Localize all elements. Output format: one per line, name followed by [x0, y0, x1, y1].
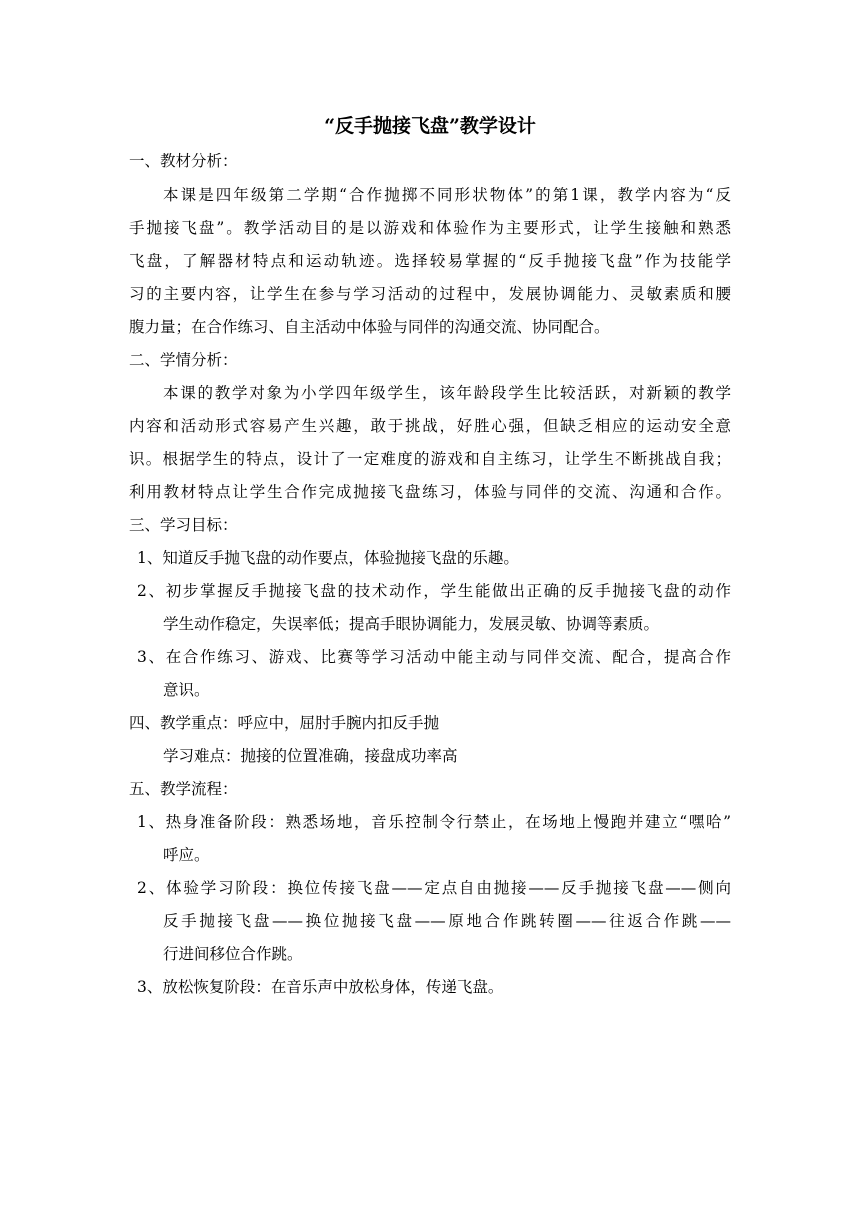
- list-item-continuation: 意识。: [163, 681, 210, 699]
- list-item: 1、知道反手抛飞盘的动作要点，体验抛接飞盘的乐趣。: [137, 549, 519, 567]
- paragraph-line: 本课的教学对象为小学四年级学生，该年龄段学生比较活跃，对新颖的教学: [163, 384, 731, 402]
- section-heading-materials: 一、教材分析：: [129, 152, 238, 170]
- list-item-continuation: 行进间移位合作跳。: [163, 945, 303, 963]
- section-heading-students: 二、学情分析：: [129, 351, 238, 369]
- list-item-continuation: 学生动作稳定，失误率低；提高手眼协调能力，发展灵敏、协调等素质。: [163, 615, 660, 633]
- section-heading-process: 五、教学流程：: [129, 780, 238, 798]
- list-item: 2、体验学习阶段：换位传接飞盘——定点自由抛接——反手抛接飞盘——侧向: [137, 879, 731, 897]
- list-item: 3、在合作练习、游戏、比赛等学习活动中能主动与同伴交流、配合，提高合作: [137, 648, 731, 666]
- paragraph-line: 手抛接飞盘”。教学活动目的是以游戏和体验作为主要形式，让学生接触和熟悉: [129, 219, 731, 237]
- paragraph-line: 利用教材特点让学生合作完成抛接飞盘练习，体验与同伴的交流、沟通和合作。: [129, 483, 731, 501]
- section-heading-objectives: 三、学习目标：: [129, 516, 238, 534]
- paragraph-line: 飞盘，了解器材特点和运动轨迹。选择较易掌握的“反手抛接飞盘”作为技能学: [129, 252, 731, 270]
- list-item: 1、热身准备阶段：熟悉场地，音乐控制令行禁止，在场地上慢跑并建立“嘿哈”: [137, 813, 731, 831]
- list-item-continuation: 呼应。: [163, 846, 210, 864]
- list-item-continuation: 反手抛接飞盘——换位抛接飞盘——原地合作跳转圈——往返合作跳——: [163, 912, 731, 930]
- paragraph-line: 本课是四年级第二学期“合作抛掷不同形状物体”的第1课，教学内容为“反: [163, 186, 731, 204]
- list-item: 3、放松恢复阶段：在音乐声中放松身体，传递飞盘。: [137, 978, 504, 996]
- paragraph-line: 内容和活动形式容易产生兴趣，敢于挑战，好胜心强，但缺乏相应的运动安全意: [129, 417, 731, 435]
- section-heading-key-points: 四、教学重点：呼应中，屈肘手腕内扣反手抛: [129, 714, 440, 732]
- paragraph-line: 腹力量；在合作练习、自主活动中体验与同伴的沟通交流、协同配合。: [129, 318, 610, 336]
- paragraph-line: 习的主要内容，让学生在参与学习活动的过程中，发展协调能力、灵敏素质和腰: [129, 285, 731, 303]
- list-item: 2、初步掌握反手抛接飞盘的技术动作，学生能做出正确的反手抛接飞盘的动作: [137, 582, 731, 600]
- document-title: “反手抛接飞盘”教学设计: [324, 115, 536, 137]
- difficulty-line: 学习难点：抛接的位置准确，接盘成功率高: [163, 747, 458, 765]
- paragraph-line: 识。根据学生的特点，设计了一定难度的游戏和自主练习，让学生不断挑战自我；: [129, 450, 731, 468]
